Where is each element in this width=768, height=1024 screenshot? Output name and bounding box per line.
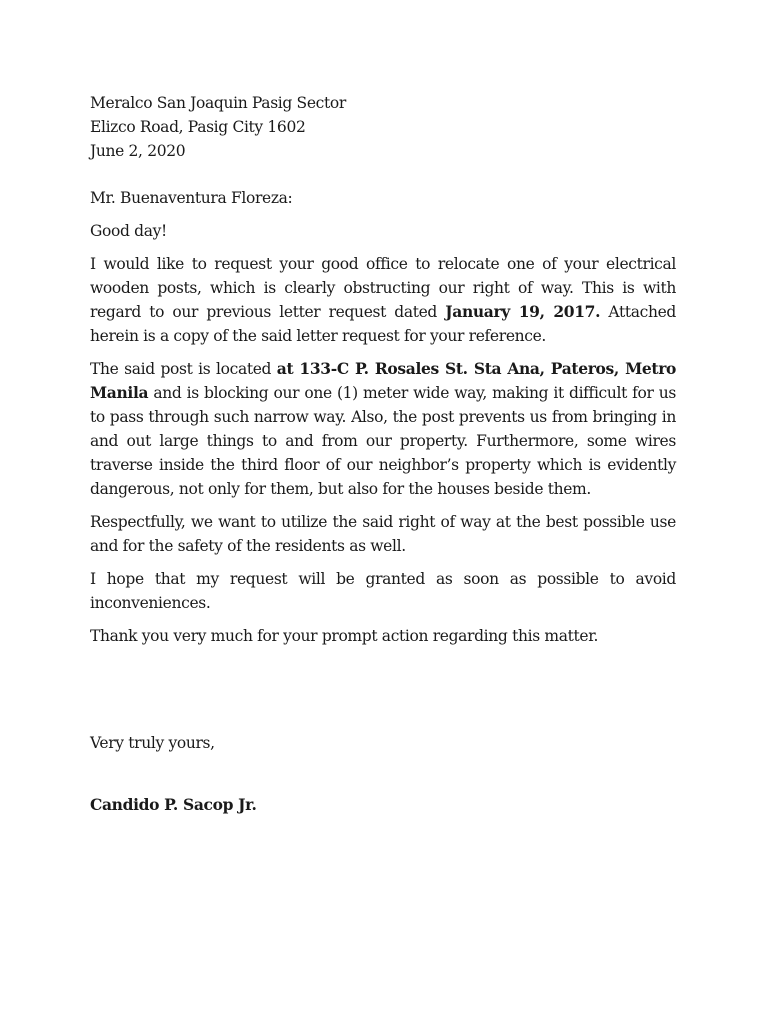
previous-letter-date: January 19, 2017.: [445, 302, 601, 321]
signature-name: Candido P. Sacop Jr.: [90, 795, 257, 814]
paragraph-4: I hope that my request will be granted as soon as possible to avoid inconveniences.: [90, 570, 676, 612]
address-line-1: Meralco San Joaquin Pasig Sector: [90, 94, 346, 112]
address-line-2: Elizco Road, Pasig City 1602: [90, 118, 306, 136]
paragraph-2: [90, 357, 676, 501]
closing: Very truly yours,: [90, 734, 215, 752]
paragraph-1-text-a: I would like to request your good office to relocate one of your electrical wooden posts, which is clearly obstructing our right of way. This is with regard to our previous letter request dated: [90, 255, 676, 321]
paragraph-2-text-a: The said post is located: [90, 360, 277, 378]
letter-page: [90, 91, 676, 817]
paragraph-5: Thank you very much for your prompt action regarding this matter.: [90, 627, 599, 645]
greeting: Good day!: [90, 222, 167, 240]
sender-address-block: [90, 91, 676, 163]
post-location: at 133-C P. Rosales St. Sta Ana, Pateros, Metro Manila: [90, 359, 677, 402]
paragraph-1: [90, 252, 676, 348]
letter-date: June 2, 2020: [90, 142, 186, 160]
paragraph-3: Respectfully, we want to utilize the said right of way at the best possible use and for the safety of the residents as well.: [90, 513, 676, 555]
paragraph-1-text-b: Attached herein is a copy of the said letter request for your reference.: [90, 303, 676, 345]
paragraph-2-text-b: and is blocking our one (1) meter wide way, making it difficult for us to pass through such narrow way. Also, the post prevents us from bringing in and out large things to and from our property. Furthermore, some wires traverse inside the third floor of our neighbor’s property which is evidently dangerous, not only for them, but also for the houses beside them.: [90, 384, 676, 498]
salutation: Mr. Buenaventura Floreza:: [90, 189, 293, 207]
